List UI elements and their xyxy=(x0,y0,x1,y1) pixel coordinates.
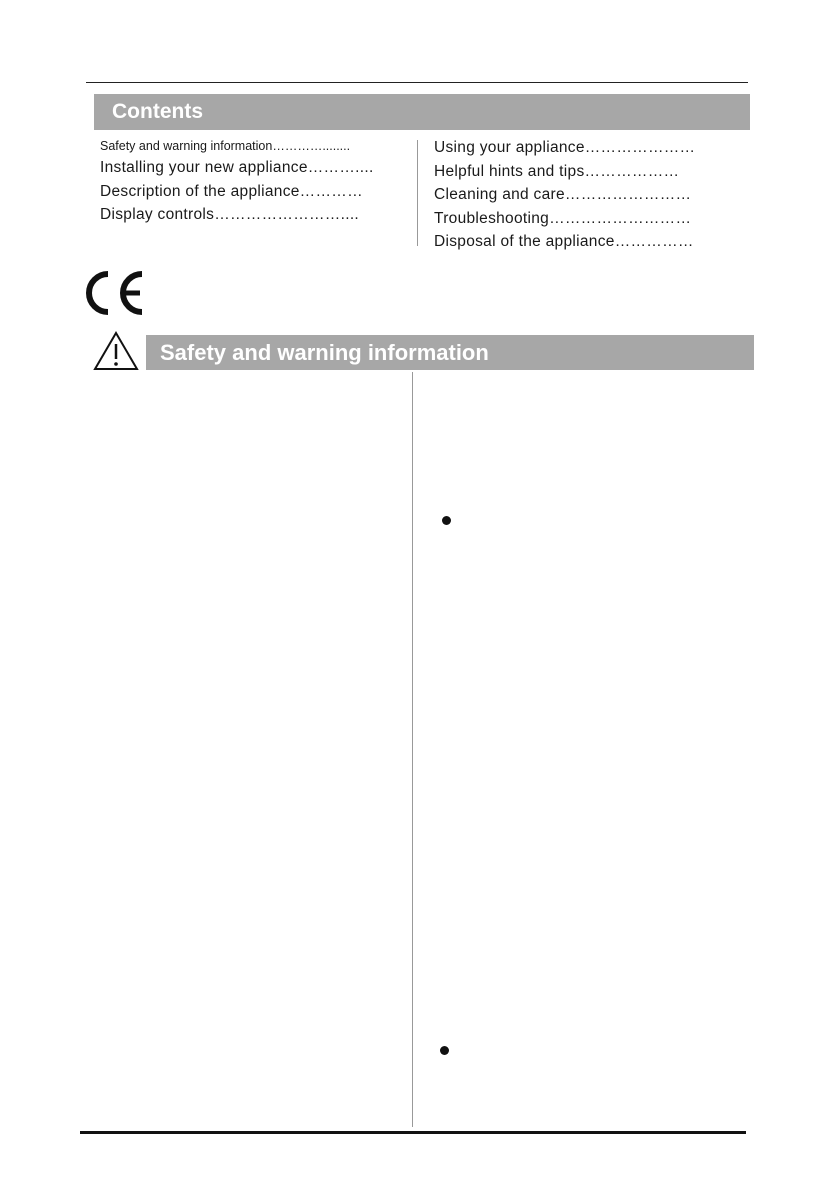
toc-divider xyxy=(417,140,418,246)
toc-item-display-controls: Display controls…………………….... xyxy=(100,206,360,223)
body-column-divider xyxy=(412,372,413,1127)
warning-triangle-icon xyxy=(92,330,140,372)
top-rule xyxy=(86,82,748,83)
toc-item-installing: Installing your new appliance……….... xyxy=(100,159,374,176)
toc-item-troubleshooting: Troubleshooting……………………… xyxy=(434,209,692,227)
safety-heading: Safety and warning information xyxy=(146,335,754,370)
bullet-dot xyxy=(440,1046,449,1055)
toc-item-safety: Safety and warning information…………........ xyxy=(100,139,351,153)
toc-left-column xyxy=(100,136,392,227)
bullet-dot xyxy=(442,516,451,525)
contents-heading: Contents xyxy=(94,94,750,130)
ce-mark-icon xyxy=(80,268,148,318)
toc-item-disposal: Disposal of the appliance…………… xyxy=(434,233,694,250)
toc-item-using: Using your appliance………………… xyxy=(434,139,696,156)
toc-item-hints: Helpful hints and tips……………… xyxy=(434,162,680,180)
toc-item-description: Description of the appliance………… xyxy=(100,182,363,200)
toc-item-cleaning: Cleaning and care…………………… xyxy=(434,186,692,203)
bottom-rule xyxy=(80,1131,746,1134)
toc-right-column xyxy=(434,136,734,254)
